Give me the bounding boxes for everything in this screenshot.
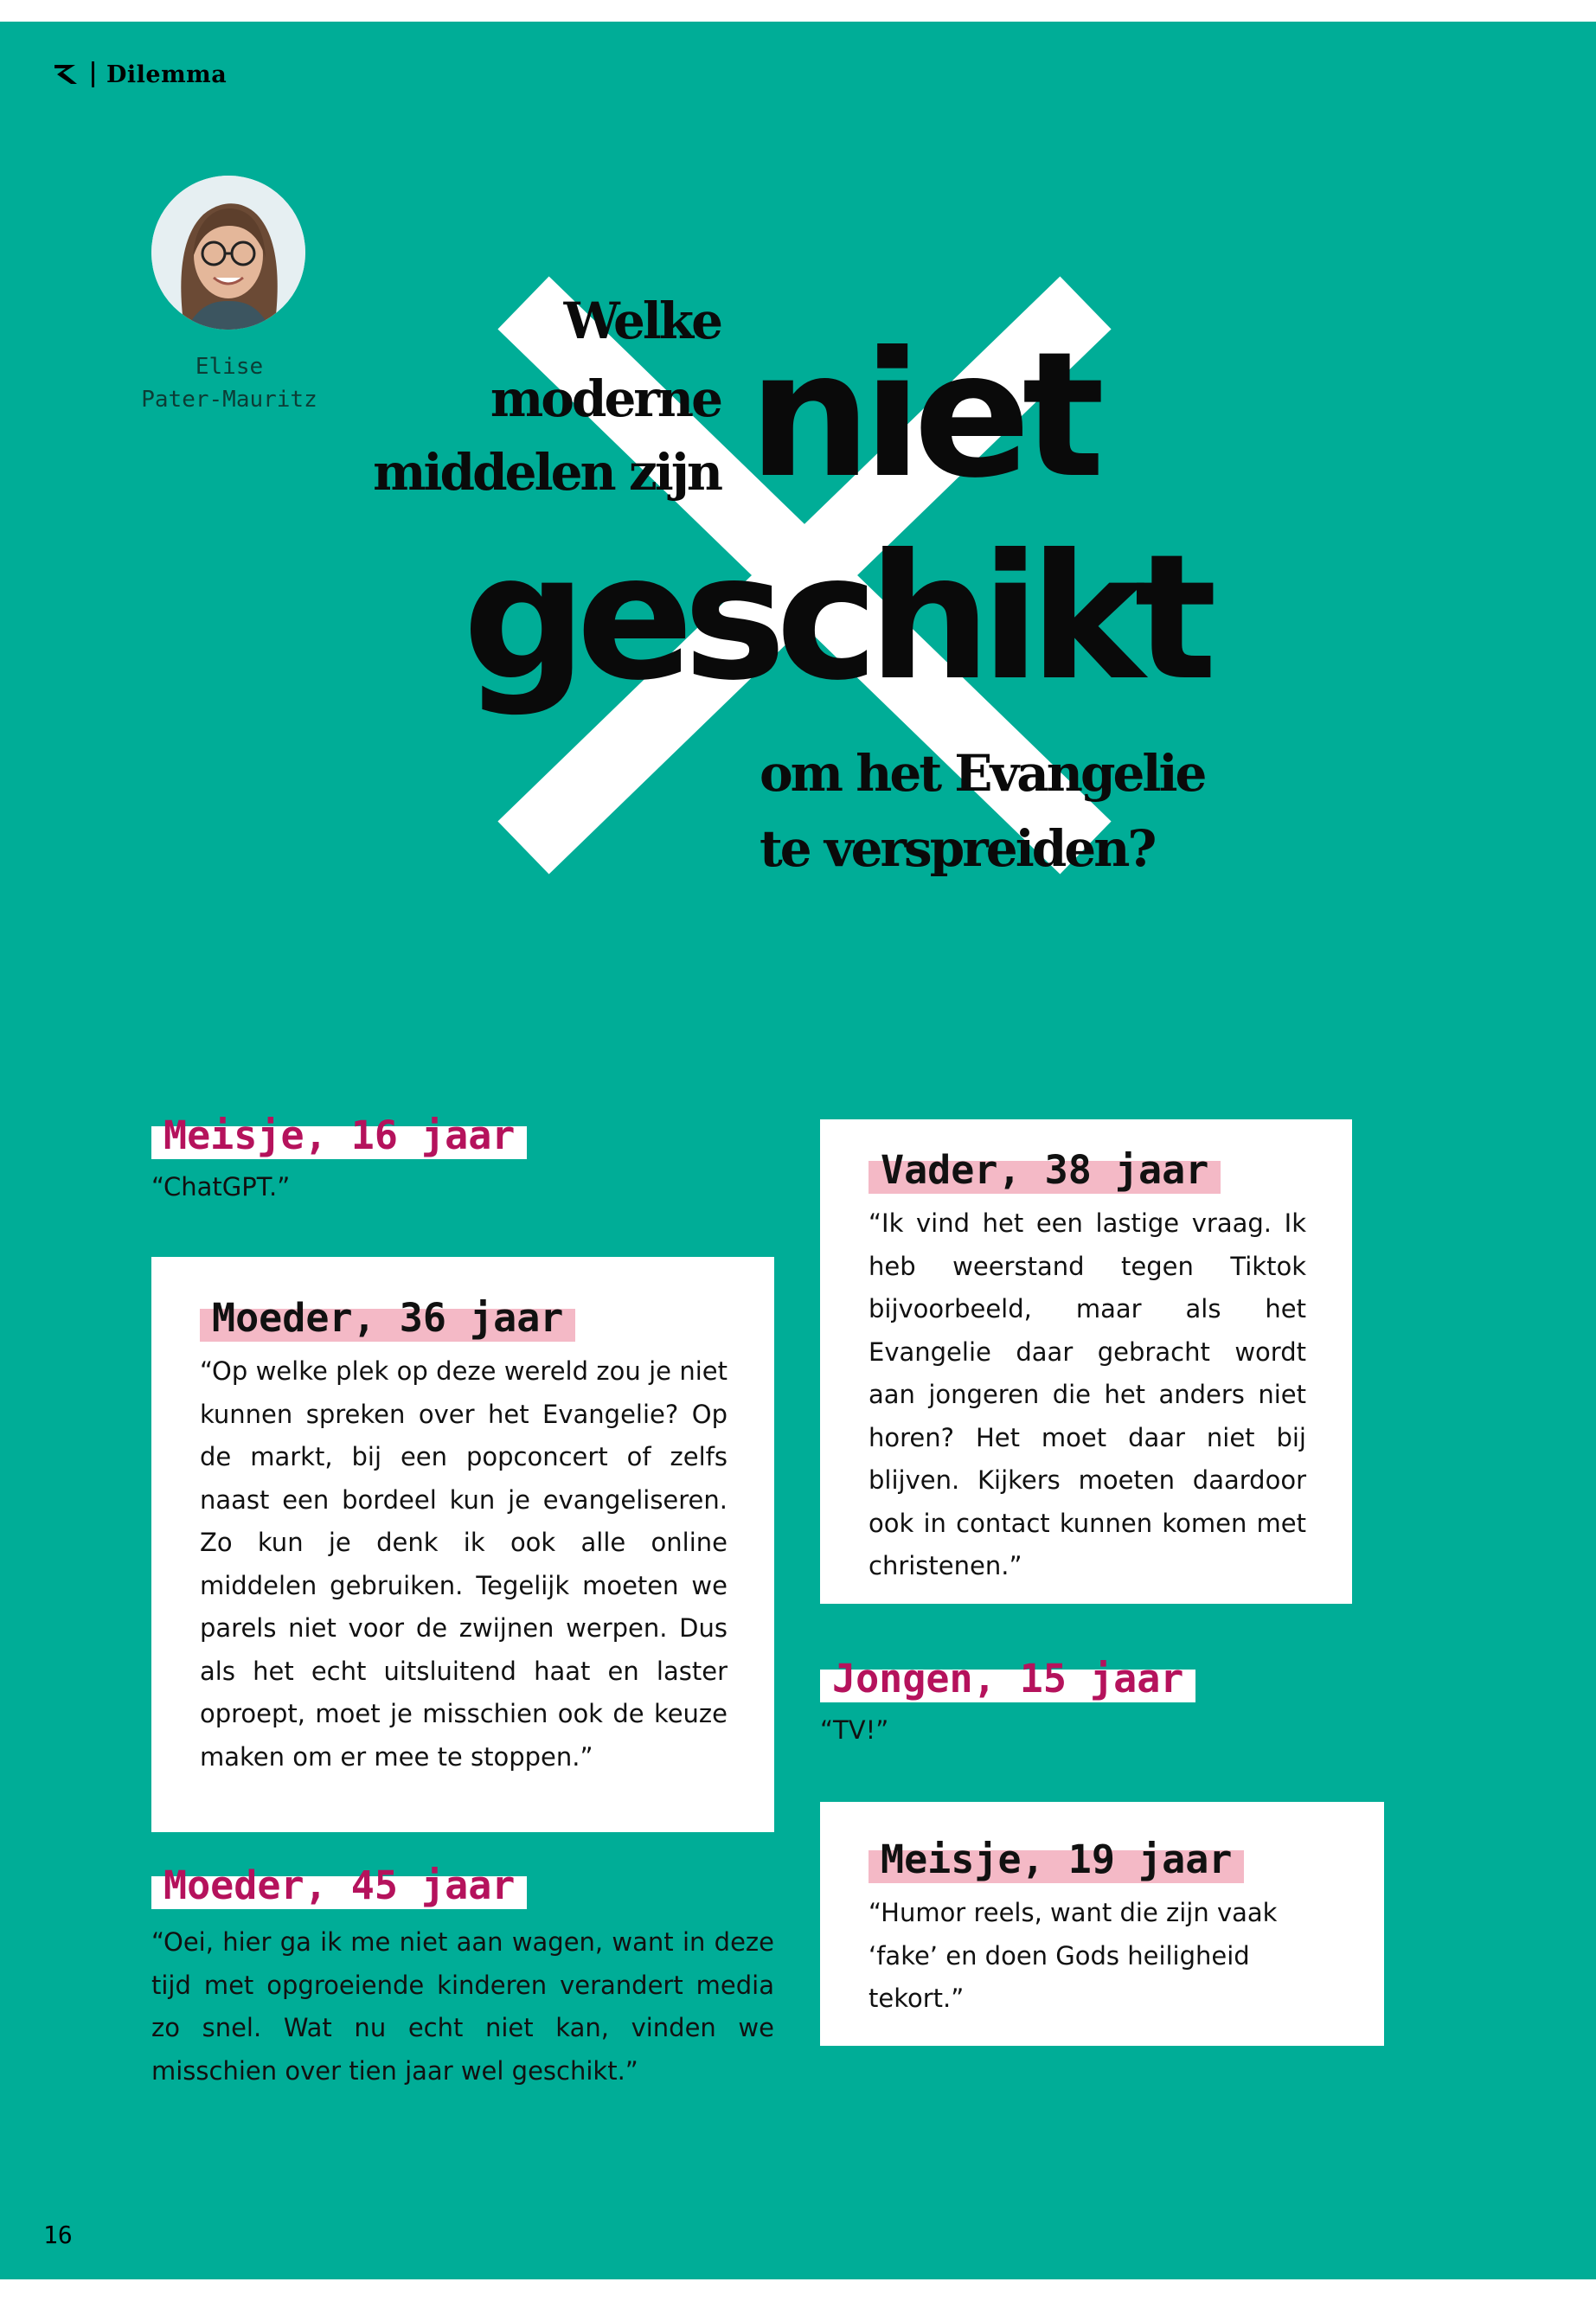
- author-avatar: [151, 176, 305, 330]
- response-heading: Meisje, 19 jaar: [869, 1840, 1244, 1880]
- response-moeder-45: [151, 1862, 774, 2093]
- section-label: Dilemma: [106, 61, 228, 88]
- author-name: [104, 350, 355, 416]
- response-heading: Moeder, 45 jaar: [151, 1866, 527, 1906]
- section-header: [52, 61, 227, 88]
- section-divider: [92, 61, 94, 87]
- response-card-moeder-36: [151, 1257, 774, 1832]
- response-card-vader-38: [820, 1119, 1352, 1604]
- title-sub-line-1: om het Evangelie: [760, 744, 1205, 803]
- response-quote: “Op welke plek op deze wereld zou je niet kunnen spreken over het Evangelie? Op de markt, bij een popconcert of zelfs naast een bordeel kun je evangeliseren. Zo kun je denk ik ook alle online middelen gebruiken. Tegelijk moeten we parels niet voor de zwijnen werpen. Dus als het echt uitsluitend haat en laster oproept, moet je misschien ook de keuze maken om er mee te stoppen.”: [200, 1356, 727, 1772]
- response-jongen-15: [820, 1656, 1352, 1753]
- response-heading: Jongen, 15 jaar: [820, 1659, 1195, 1699]
- title-big-geschikt: geschikt: [463, 517, 1207, 719]
- response-quote: “TV!”: [820, 1715, 889, 1745]
- response-meisje-16: [151, 1112, 774, 1209]
- response-quote: “Humor reels, want die zijn vaak ‘fake’ en doen Gods heiligheid tekort.”: [869, 1898, 1278, 2013]
- title-sub-line-2: te verspreiden?: [760, 819, 1155, 878]
- title-line-1: Welke: [563, 292, 721, 350]
- author-last-name: Pater-Mauritz: [141, 387, 317, 413]
- page-number: 16: [43, 2221, 73, 2249]
- response-quote: “Ik vind het een lastige vraag. Ik heb weerstand tegen Tiktok bijvoorbeeld, maar als het Evangelie daar gebracht wordt aan jongeren die het anders niet horen? Het moet daar niet bij blijven. Kijkers moeten daardoor ook in contact kunnen komen met christenen.”: [869, 1208, 1306, 1580]
- response-quote: “Oei, hier ga ik me niet aan wagen, want in deze tijd met opgroeiende kinderen verandert media zo snel. Wat nu echt niet kan, vinden we misschien over tien jaar wel geschikt.”: [151, 1927, 774, 2086]
- author-first-name: Elise: [195, 354, 264, 380]
- response-quote: “ChatGPT.”: [151, 1172, 291, 1202]
- response-card-meisje-19: [820, 1802, 1384, 2046]
- response-heading: Moeder, 36 jaar: [200, 1298, 575, 1338]
- title-big-niet: niet: [748, 315, 1097, 516]
- response-heading: Meisje, 16 jaar: [151, 1116, 527, 1156]
- bolt-icon: [52, 61, 80, 88]
- magazine-page: [0, 22, 1596, 2279]
- title-line-2: moderne: [490, 369, 721, 428]
- response-heading: Vader, 38 jaar: [869, 1150, 1221, 1190]
- title-line-3: middelen zijn: [373, 443, 721, 502]
